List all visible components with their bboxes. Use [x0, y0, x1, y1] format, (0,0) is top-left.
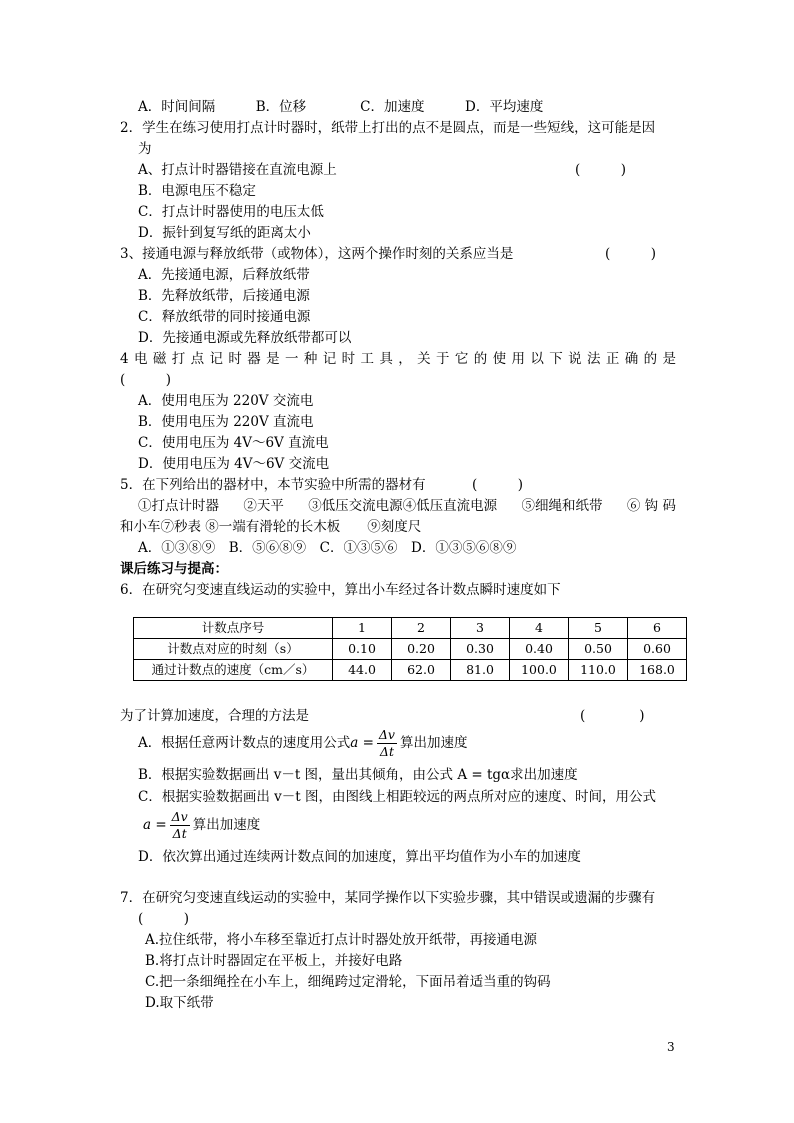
q5-items-line1	[138, 497, 676, 515]
table-row	[134, 660, 687, 681]
q4-option-c: C．使用电压为 4V～6V 直流电	[138, 435, 329, 451]
formula-denominator: Δt	[379, 744, 394, 759]
q6-option-a-pre: A．根据任意两计数点的速度用公式	[138, 735, 351, 751]
q7-stem-line2: ( )	[138, 911, 190, 927]
q4-stem-char: 使	[492, 351, 507, 367]
table-cell: 0.40	[510, 639, 569, 660]
table-row-label: 计数点对应的时刻（s）	[134, 639, 333, 660]
q5-item: ②天平	[243, 498, 284, 514]
q4-stem-char: 确	[624, 351, 639, 367]
table-cell: 0.30	[451, 639, 510, 660]
q5-item: ③低压交流电源④低压直流电源	[308, 498, 498, 514]
table-row	[134, 639, 687, 660]
q7-option-b: B.将打点计时器固定在平板上，并接好电路	[145, 953, 403, 969]
q5-item: ①打点计时器	[138, 498, 219, 514]
q4-stem-char: 时	[341, 351, 356, 367]
table-cell: 4	[510, 618, 569, 639]
q4-stem-char: 于	[435, 351, 450, 367]
q5-options: A．①③⑧⑨ B．⑤⑥⑧⑨ C．①③⑤⑥ D．①③⑤⑥⑧⑨	[138, 540, 517, 556]
q4-stem-char: 的	[473, 351, 488, 367]
q4-stem-line1	[120, 350, 676, 368]
q4-stem-char: 它	[454, 351, 469, 367]
formula-lhs: a =	[350, 735, 374, 751]
q4-stem-char: 记	[322, 351, 337, 367]
table-cell: 62.0	[392, 660, 451, 681]
q4-stem-char: 点	[190, 351, 205, 367]
q6-question: 为了计算加速度，合理的方法是	[120, 708, 309, 724]
formula-numerator: Δv	[171, 809, 188, 824]
q4-stem-char: 器	[247, 351, 261, 367]
q3-option-d: D．先接通电源或先释放纸带都可以	[138, 330, 352, 346]
formula-numerator: Δv	[378, 727, 395, 742]
q4-stem-char: 关	[417, 351, 431, 367]
q4-stem-char: 以	[530, 351, 544, 367]
table-cell: 100.0	[510, 660, 569, 681]
q7-option-c: C.把一条细绳拴在小车上，细绳跨过定滑轮，下面吊着适当重的钩码	[145, 974, 551, 990]
q4-stem-char: 4	[120, 351, 129, 367]
q1-options: A．时间间隔 B．位移 C．加速度 D．平均速度	[138, 99, 544, 115]
q4-option-b: B．使用电压为 220V 直流电	[138, 414, 314, 430]
q4-stem-char: 工	[360, 351, 374, 367]
q4-stem-char: 种	[303, 351, 318, 367]
table-cell: 6	[628, 618, 687, 639]
table-row-label: 通过计数点的速度（cm／s）	[134, 660, 333, 681]
table-cell: 168.0	[628, 660, 687, 681]
q5-item: ⑤细绳和纸带	[521, 498, 603, 514]
q4-stem-char: 磁	[152, 351, 167, 367]
table-cell: 3	[451, 618, 510, 639]
q3-option-b: B．先释放纸带，后接通电源	[138, 288, 310, 304]
table-cell: 110.0	[569, 660, 628, 681]
q6-option-a	[138, 726, 468, 760]
q4-stem-char: 说	[568, 351, 582, 367]
table-cell: 1	[333, 618, 392, 639]
q4-stem-char: 是	[662, 351, 676, 367]
q3-option-a: A．先接通电源，后释放纸带	[138, 267, 310, 283]
table-cell: 0.10	[333, 639, 392, 660]
formula-denominator: Δt	[172, 826, 187, 841]
page-number: 3	[667, 1040, 675, 1054]
q3-option-c: C．释放纸带的同时接通电源	[138, 309, 311, 325]
q4-stem-char: 正	[605, 351, 620, 367]
table-row-label: 计数点序号	[134, 618, 333, 639]
q5-item: ⑥ 钩 码	[626, 498, 676, 514]
table-row	[134, 618, 687, 639]
q6-answer-paren: ( )	[580, 708, 645, 724]
formula-lhs: a =	[143, 817, 167, 833]
q5-items-line2: 和小车⑦秒表 ⑧一端有滑轮的长木板 ⑨刻度尺	[120, 519, 422, 535]
q6-option-c-post: 算出加速度	[192, 817, 261, 833]
table-cell: 0.20	[392, 639, 451, 660]
q6-option-b: B．根据实验数据画出 v－t 图，量出其倾角，由公式 A = tgα求出加速度	[138, 767, 578, 783]
q4-stem-line2: ( )	[120, 372, 172, 388]
q4-stem-char: 是	[266, 351, 280, 367]
q2-option-c: C．打点计时器使用的电压太低	[138, 204, 324, 220]
q4-option-d: D．使用电压为 4V～6V 交流电	[138, 456, 330, 472]
formula-fraction	[170, 809, 190, 842]
table-cell: 0.50	[569, 639, 628, 660]
q2-option-b: B．电源电压不稳定	[138, 183, 256, 199]
q7-stem-line1: 7．在研究匀变速直线运动的实验中，某同学操作以下实验步骤，其中错误或遗漏的步骤有	[120, 890, 656, 906]
q7-option-d: D.取下纸带	[145, 995, 214, 1011]
q7-option-a: A.拉住纸带，将小车移至靠近打点计时器处放开纸带，再接通电源	[145, 932, 538, 948]
q6-option-c-line2	[143, 808, 260, 842]
q4-stem-char: ，	[398, 351, 412, 367]
q6-stem: 6．在研究匀变速直线运动的实验中，算出小车经过各计数点瞬时速度如下	[120, 582, 561, 598]
q4-stem-char: 法	[586, 351, 601, 367]
section-heading: 课后练习与提高：	[120, 561, 228, 577]
table-cell: 81.0	[451, 660, 510, 681]
q2-stem-line2: 为	[138, 141, 152, 157]
q4-stem-char: 打	[171, 351, 186, 367]
q4-stem-char: 的	[643, 351, 658, 367]
table-cell: 2	[392, 618, 451, 639]
q4-stem-char: 电	[133, 351, 148, 367]
q4-stem-char: 一	[284, 351, 299, 367]
q6-option-c-line1: C．根据实验数据画出 v－t 图，由图线上相距较远的两点所对应的速度、时间，用公式	[138, 789, 656, 805]
q5-answer-paren: ( )	[472, 477, 524, 493]
q4-stem-char: 具	[379, 351, 393, 367]
q6-option-d: D．依次算出通过连续两计数点间的加速度，算出平均值作为小车的加速度	[138, 849, 581, 865]
q2-answer-paren: ( )	[575, 162, 627, 178]
q4-stem-char: 下	[549, 351, 563, 367]
q4-option-a: A．使用电压为 220V 交流电	[138, 393, 314, 409]
q3-answer-paren: ( )	[605, 246, 657, 262]
formula-fraction	[377, 727, 397, 760]
table-cell: 44.0	[333, 660, 392, 681]
q2-option-a: A、打点计时器错接在直流电源上	[138, 162, 337, 178]
q4-stem-char: 时	[228, 351, 242, 367]
q5-stem: 5．在下列给出的器材中，本节实验中所需的器材有	[120, 477, 426, 493]
velocity-table	[133, 617, 687, 681]
q2-option-d: D．振针到复写纸的距离太小	[138, 225, 311, 241]
q6-option-a-post: 算出加速度	[400, 735, 468, 751]
table-cell: 0.60	[628, 639, 687, 660]
q3-stem: 3、接通电源与释放纸带（或物体），这两个操作时刻的关系应当是	[120, 246, 514, 262]
table-cell: 5	[569, 618, 628, 639]
q4-stem-char: 记	[209, 351, 223, 367]
q2-stem-line1: 2．学生在练习使用打点计时器时，纸带上打出的点不是圆点，而是一些短线，这可能是因	[120, 120, 656, 136]
q4-stem-char: 用	[511, 351, 525, 367]
